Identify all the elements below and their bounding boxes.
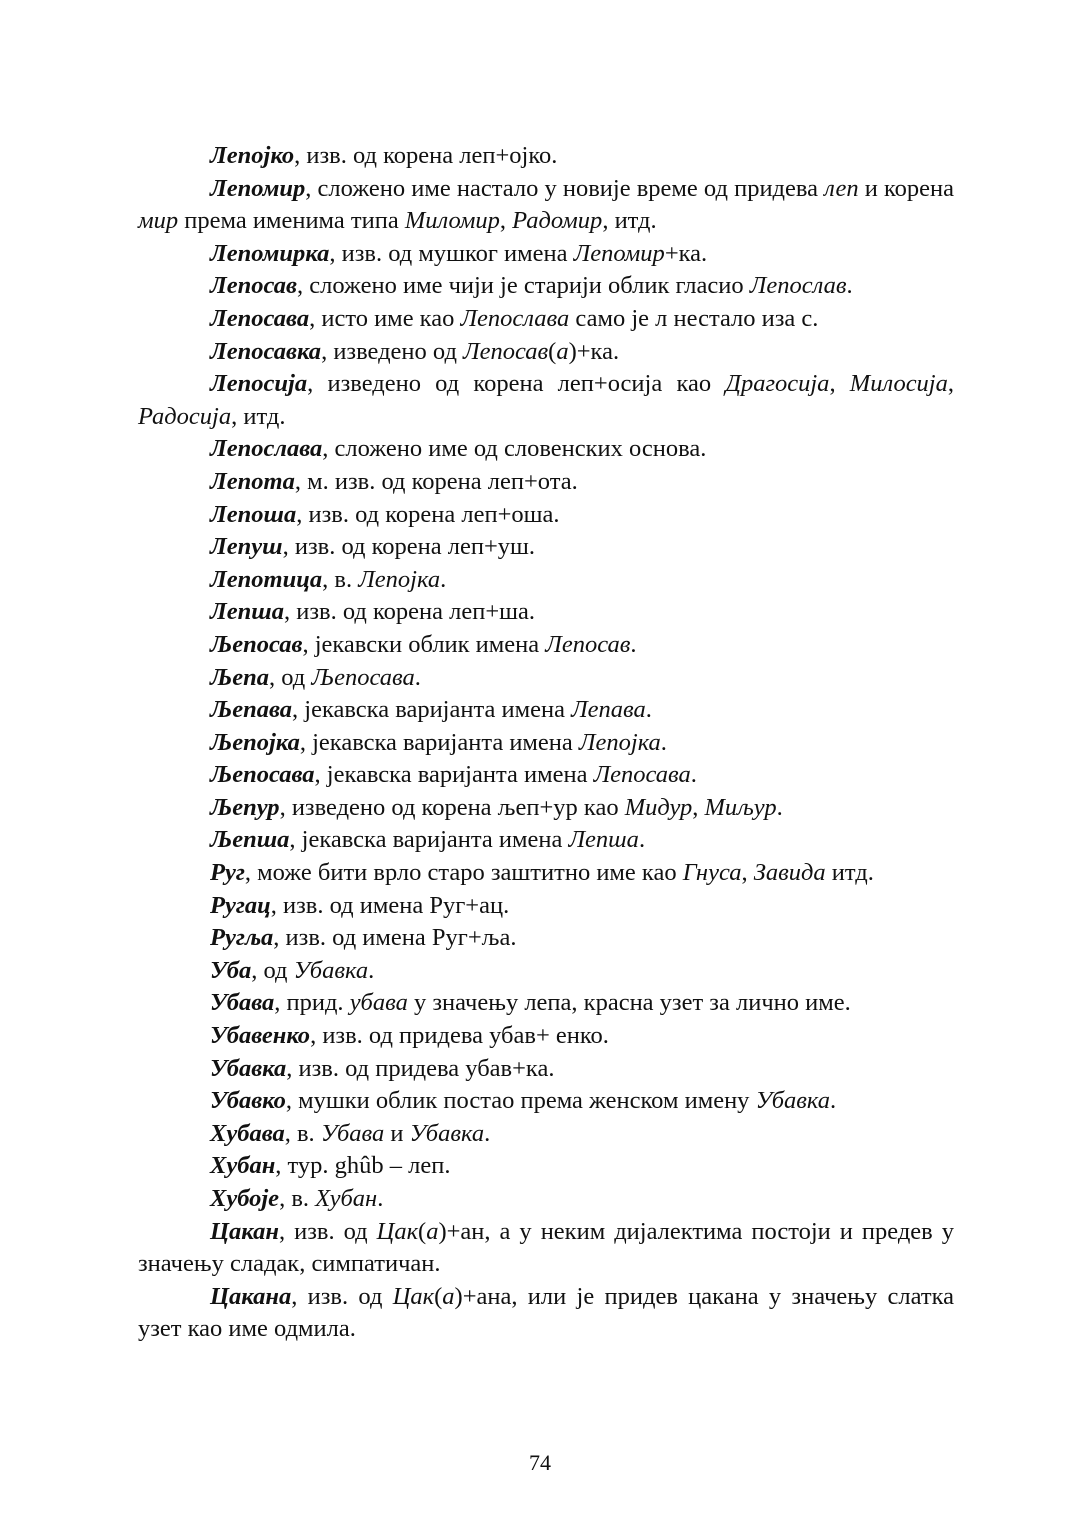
entry-text: )+ка. — [568, 337, 620, 365]
entry-headword: Хубан — [210, 1152, 276, 1180]
entry-text: )+ан, а у неким дијалектима постоји и предев у значењу сладак, симпатичан. — [138, 1217, 954, 1278]
entry-text: , мушки облик постао према женском имену — [285, 1087, 756, 1115]
entry-text: , изв. од мушког имена — [329, 239, 574, 267]
dictionary-entry — [138, 531, 954, 564]
dictionary-entry — [138, 1085, 954, 1118]
entry-italic-term: Цак — [376, 1217, 419, 1245]
entry-italic-term: Убава — [320, 1119, 385, 1147]
entry-text: . — [638, 826, 646, 854]
dictionary-entry — [138, 955, 954, 988]
dictionary-entry — [138, 629, 954, 662]
dictionary-entry — [138, 792, 954, 825]
entry-italic-term: Љепосава — [311, 663, 415, 691]
entry-text: , — [741, 859, 754, 887]
entry-headword: Љепша — [210, 826, 290, 854]
entry-text: . — [414, 663, 421, 691]
entry-italic-term: Убавка — [755, 1087, 831, 1115]
entry-text: , од — [251, 956, 294, 984]
dictionary-entry — [138, 759, 954, 792]
entry-italic-term: Завида — [753, 859, 826, 887]
entry-headword: Љепосав — [210, 630, 303, 658]
entry-italic-term: убава — [349, 989, 408, 1017]
dictionary-entry — [138, 238, 954, 271]
entry-headword: Убавко — [210, 1087, 286, 1115]
entry-text: , изв. од — [278, 1217, 377, 1245]
entry-text: , изв. од имена Руг+ља. — [273, 924, 517, 952]
dictionary-entry — [138, 140, 954, 173]
entry-italic-term: а — [426, 1217, 439, 1245]
entry-text: само је л нестало иза с. — [569, 304, 819, 332]
entry-italic-term: Радомир — [512, 207, 603, 235]
entry-text: , изв. од корена леп+ша. — [283, 598, 535, 626]
entry-headword: Хубава — [210, 1119, 285, 1147]
entry-italic-term: Лепосав — [545, 630, 631, 658]
entry-text: , в. — [322, 565, 359, 593]
entry-italic-term: Лепојка — [578, 728, 661, 756]
entry-text: , итд. — [602, 207, 657, 235]
entry-text: , изв. од корена леп+оша. — [296, 500, 560, 528]
entry-text: , изв. од корена леп+ојко. — [294, 142, 558, 169]
entry-italic-term: Убавка — [409, 1119, 485, 1147]
entry-text: . — [690, 761, 697, 789]
entry-italic-term: Лепша — [568, 826, 639, 854]
entry-headword: Љепур — [210, 793, 280, 821]
entry-text: , јекавска варијанта имена — [314, 761, 594, 789]
entry-headword: Љепава — [210, 696, 293, 724]
entry-headword: Убавка — [210, 1054, 287, 1082]
entry-text: . — [630, 630, 637, 658]
entry-text: и корена — [858, 174, 954, 202]
entry-headword: Лепосавка — [210, 337, 322, 365]
entry-italic-term: Лепослав — [749, 272, 847, 300]
entry-headword: Лепојко — [210, 142, 295, 169]
dictionary-entry — [138, 922, 954, 955]
entry-headword: Лепотица — [210, 565, 323, 593]
entry-text: , јекавски облик имена — [302, 630, 546, 658]
dictionary-entry — [138, 1020, 954, 1053]
entry-headword: Лепосија — [210, 370, 308, 398]
entry-text: , сложено име чији је старији облик гласио — [297, 272, 750, 300]
entry-text: , тур. ghûb – леп. — [275, 1152, 451, 1180]
entry-headword: Ругља — [210, 924, 274, 952]
entry-italic-term: а — [556, 337, 569, 365]
entry-text: , изв. од имена Руг+ац. — [270, 891, 510, 919]
entry-text: , сложено име настало у новије време од придева — [305, 174, 825, 202]
entry-text: , изв. од — [291, 1282, 393, 1310]
entry-text: )+ана, или је придев цакана у значењу слатка узет као име одмила. — [138, 1282, 954, 1343]
entry-text: , сложено име од словенских основа. — [322, 435, 707, 463]
dictionary-entry — [138, 433, 954, 466]
entry-text: , итд. — [231, 402, 286, 430]
entry-text: , од — [269, 663, 312, 691]
dictionary-entry — [138, 1183, 954, 1216]
entry-italic-term: Миљур — [704, 793, 777, 821]
entry-text: . — [776, 793, 783, 821]
entry-text: . — [846, 272, 853, 300]
entry-text: ( — [548, 337, 557, 365]
entry-text: ( — [434, 1282, 443, 1310]
entry-headword: Лепосава — [210, 304, 310, 332]
entry-text: . — [645, 696, 652, 724]
entry-italic-term: Цак — [392, 1282, 435, 1310]
entry-italic-term: Лепава — [571, 696, 646, 724]
dictionary-entry — [138, 1150, 954, 1183]
dictionary-entry — [138, 1281, 954, 1346]
entry-headword: Цакан — [210, 1217, 279, 1245]
entry-text: , — [499, 207, 513, 235]
entry-text: . — [660, 728, 667, 756]
entry-headword: Лепша — [210, 598, 284, 626]
entry-text: , може бити врло старо заштитно име као — [244, 859, 683, 887]
entry-text: +ка. — [664, 239, 708, 267]
page-number: 74 — [529, 1450, 551, 1475]
entry-italic-term: мир — [138, 207, 179, 235]
entry-headword: Цакана — [210, 1282, 292, 1310]
entry-headword: Ругац — [210, 891, 271, 919]
entry-italic-term: Миломир — [404, 207, 500, 235]
entry-italic-term: Радосија — [138, 402, 232, 430]
entry-text: , изведено од — [321, 337, 464, 365]
entry-headword: Убавенко — [210, 1022, 311, 1050]
dictionary-entry — [138, 368, 954, 433]
entry-headword: Лепоша — [210, 500, 297, 528]
dictionary-entry — [138, 857, 954, 890]
entry-italic-term: Мидур — [624, 793, 693, 821]
dictionary-entry — [138, 727, 954, 760]
entry-text: , јекавска варијанта имена — [292, 696, 572, 724]
dictionary-entry — [138, 303, 954, 336]
entry-text: ( — [418, 1217, 427, 1245]
entry-headword: Уба — [210, 956, 252, 984]
dictionary-entry — [138, 564, 954, 597]
entry-text: , изв. од придева убав+ка. — [286, 1054, 555, 1082]
dictionary-entry — [138, 890, 954, 923]
entry-headword: Лепомирка — [210, 239, 330, 267]
dictionary-entry — [138, 596, 954, 629]
entry-text: , исто име као — [309, 304, 461, 332]
entry-text: у значењу лепа, красна узет за лично име. — [407, 989, 851, 1017]
dictionary-entry — [138, 499, 954, 532]
dictionary-entry — [138, 1053, 954, 1086]
entry-text: . — [440, 565, 447, 593]
entry-text: , — [829, 370, 850, 398]
dictionary-entry — [138, 270, 954, 303]
dictionary-entry — [138, 466, 954, 499]
entry-headword: Лепомир — [210, 174, 306, 202]
entry-text: и — [384, 1119, 410, 1147]
entry-italic-term: Хубан — [315, 1185, 378, 1212]
entry-text: , в. — [279, 1185, 316, 1212]
entry-headword: Љепа — [210, 663, 270, 691]
entry-headword: Руг — [210, 859, 245, 887]
dictionary-entry — [138, 824, 954, 857]
entry-italic-term: а — [442, 1282, 455, 1310]
entry-text: према именима типа — [178, 207, 405, 235]
entry-text: , јекавска варијанта имена — [299, 728, 579, 756]
entry-italic-term: Милосија — [849, 370, 948, 398]
entry-italic-term: Лепојка — [358, 565, 441, 593]
entry-text: , — [692, 793, 705, 821]
entry-italic-term: Лепомир — [573, 239, 665, 267]
entry-text: , прид. — [274, 989, 350, 1017]
dictionary-entries — [138, 140, 954, 1346]
entry-text: . — [377, 1185, 384, 1212]
dictionary-entry — [138, 1118, 954, 1151]
dictionary-entry — [138, 1216, 954, 1281]
entry-text: , м. изв. од корена леп+ота. — [294, 467, 578, 495]
entry-text: , в. — [284, 1119, 321, 1147]
entry-text: , изведено од корена љеп+ур као — [279, 793, 625, 821]
dictionary-entry — [138, 336, 954, 369]
entry-text: . — [368, 956, 375, 984]
entry-headword: Љепојка — [210, 728, 300, 756]
entry-headword: Хубоје — [210, 1185, 280, 1212]
entry-text: . — [830, 1087, 837, 1115]
entry-text: , јекавска варијанта имена — [289, 826, 569, 854]
entry-text: , изв. од корена леп+уш. — [282, 533, 535, 561]
dictionary-entry — [138, 987, 954, 1020]
entry-headword: Лепуш — [210, 533, 283, 561]
entry-italic-term: Убавка — [293, 956, 369, 984]
entry-italic-term: Лепосава — [593, 761, 691, 789]
entry-italic-term: Гнуса — [682, 859, 742, 887]
entry-headword: Љепосава — [210, 761, 315, 789]
entry-text: , изведено од корена леп+осија као — [307, 370, 726, 398]
entry-headword: Лепосав — [210, 272, 297, 300]
entry-headword: Убава — [210, 989, 275, 1017]
dictionary-entry — [138, 662, 954, 695]
entry-text: , — [947, 370, 954, 398]
entry-headword: Лепослава — [210, 435, 323, 463]
dictionary-entry — [138, 694, 954, 727]
dictionary-entry — [138, 173, 954, 238]
entry-text: , изв. од придева убав+ енко. — [310, 1022, 609, 1050]
entry-text: итд. — [825, 859, 874, 887]
entry-text: . — [484, 1119, 491, 1147]
entry-italic-term: Драгосија — [725, 370, 830, 398]
entry-italic-term: Лепосав — [463, 337, 549, 365]
entry-italic-term: леп — [824, 174, 859, 202]
entry-headword: Лепота — [210, 467, 295, 495]
entry-italic-term: Лепослава — [460, 304, 570, 332]
